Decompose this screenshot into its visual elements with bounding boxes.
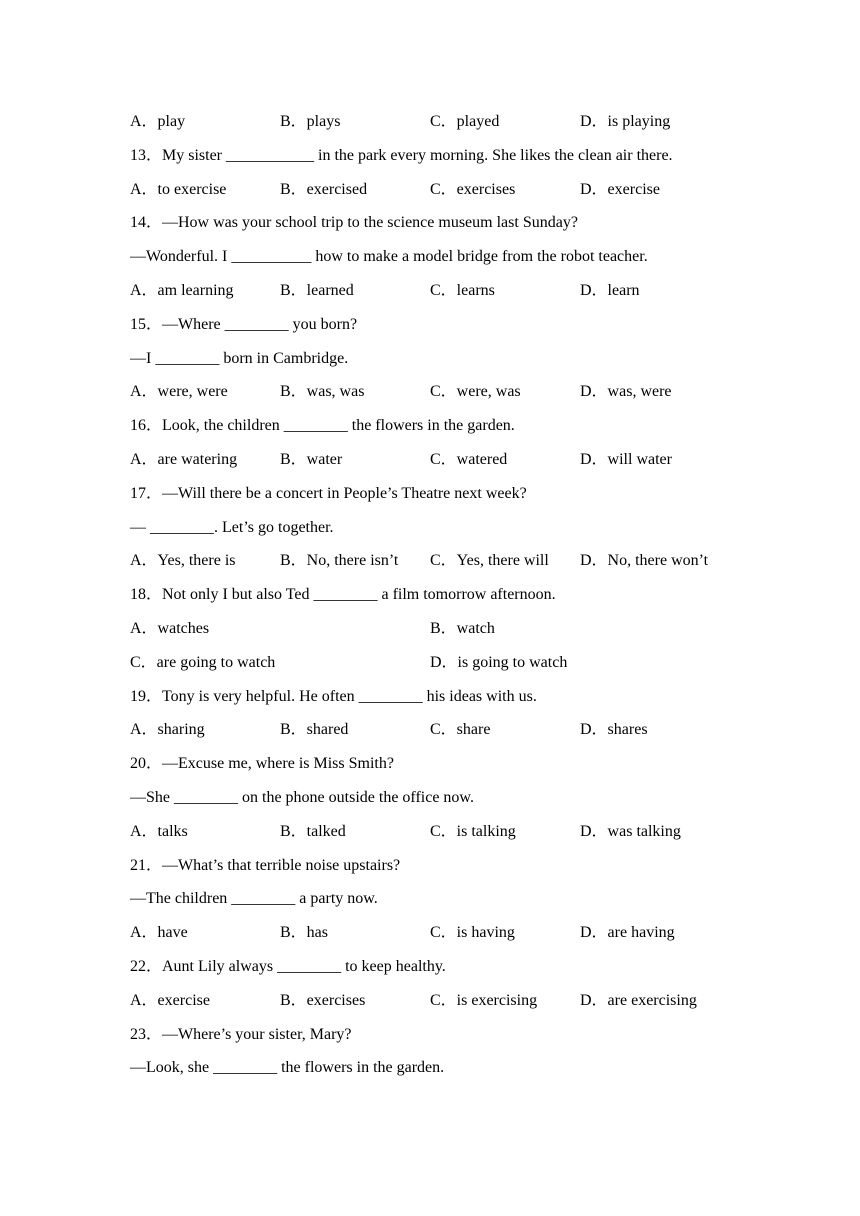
question-line: 19．Tony is very helpful. He often ________ his ideas with us.	[130, 687, 537, 705]
answer-option: A．to exercise	[130, 180, 227, 198]
question-line: 21．—What’s that terrible noise upstairs?	[130, 856, 401, 874]
answer-option: D．learn	[580, 282, 640, 299]
answer-option: B．No, there isn’t	[280, 552, 399, 570]
options-row	[130, 916, 730, 950]
question-line: —I ________ born in Cambridge.	[130, 349, 349, 367]
answer-option: B．talked	[280, 822, 346, 840]
answer-option: D．will water	[580, 451, 672, 468]
question-line: 15．—Where ________ you born?	[130, 315, 358, 333]
answer-option: B．was, was	[280, 383, 365, 401]
answer-option: A．talks	[130, 822, 188, 840]
answer-option: B．has	[280, 924, 329, 942]
options-row	[130, 375, 730, 409]
answer-option: C．played	[430, 113, 500, 130]
answer-option: A．play	[130, 113, 186, 130]
question-line: 22．Aunt Lily always ________ to keep healthy.	[130, 958, 446, 975]
answer-option: D．are exercising	[580, 991, 697, 1009]
question-line: 17．—Will there be a concert in People’s Theatre next week?	[130, 484, 527, 502]
question-line: —The children ________ a party now.	[130, 890, 378, 908]
question-line: — ________. Let’s go together.	[130, 518, 334, 536]
answer-option: A．have	[130, 924, 188, 942]
answer-option: B．water	[280, 451, 343, 468]
answer-option: C．is having	[430, 924, 515, 942]
answer-option: D．No, there won’t	[580, 552, 709, 570]
answer-option: B．exercised	[280, 180, 368, 198]
answer-option: D．are having	[580, 924, 675, 942]
question-line: 18．Not only I but also Ted ________ a film tomorrow afternoon.	[130, 586, 556, 604]
answer-option: A．exercise	[130, 991, 210, 1009]
answer-option: A．sharing	[130, 721, 205, 739]
options-row	[130, 173, 730, 207]
options-row	[130, 713, 730, 747]
answer-option: C．Yes, there will	[430, 552, 549, 570]
answer-option: A．am learning	[130, 282, 234, 299]
question-line: 20．—Excuse me, where is Miss Smith?	[130, 755, 394, 773]
options-row	[130, 612, 730, 646]
options-row	[130, 544, 730, 578]
answer-option: B．plays	[280, 113, 341, 130]
options-row	[130, 984, 730, 1018]
options-row	[130, 646, 730, 680]
answer-option: C．share	[430, 721, 491, 739]
answer-option: C．are going to watch	[130, 653, 276, 671]
question-line: 14．—How was your school trip to the science museum last Sunday?	[130, 214, 578, 232]
question-line: 16．Look, the children ________ the flowers in the garden.	[130, 417, 515, 435]
question-line: 13．My sister ___________ in the park every morning. She likes the clean air there.	[130, 146, 673, 164]
question-line: 23．—Where’s your sister, Mary?	[130, 1025, 352, 1043]
options-row	[130, 274, 730, 308]
answer-option: C．watered	[430, 451, 508, 468]
answer-option: B．learned	[280, 282, 354, 299]
answer-option: D．exercise	[580, 180, 660, 198]
answer-option: A．were, were	[130, 383, 228, 401]
answer-option: D．was talking	[580, 822, 681, 840]
answer-option: B．exercises	[280, 991, 366, 1009]
answer-option: A．Yes, there is	[130, 552, 236, 570]
answer-option: C．learns	[430, 282, 495, 299]
answer-option: B．watch	[430, 620, 495, 637]
answer-option: B．shared	[280, 721, 349, 739]
answer-option: D．was, were	[580, 383, 672, 401]
options-row	[130, 815, 730, 849]
answer-option: A．are watering	[130, 451, 238, 468]
options-row	[130, 105, 730, 139]
answer-option: C．exercises	[430, 180, 516, 198]
answer-option: D．is going to watch	[430, 653, 568, 671]
answer-option: A．watches	[130, 620, 210, 637]
answer-option: D．shares	[580, 721, 648, 739]
options-row	[130, 443, 730, 477]
answer-option: D．is playing	[580, 113, 671, 130]
answer-option: C．is exercising	[430, 991, 538, 1009]
answer-option: C．were, was	[430, 383, 521, 401]
answer-option: C．is talking	[430, 822, 516, 840]
question-line: —She ________ on the phone outside the office now.	[130, 789, 474, 806]
question-line: —Look, she ________ the flowers in the garden.	[130, 1059, 445, 1077]
question-line: —Wonderful. I __________ how to make a model bridge from the robot teacher.	[130, 248, 648, 266]
